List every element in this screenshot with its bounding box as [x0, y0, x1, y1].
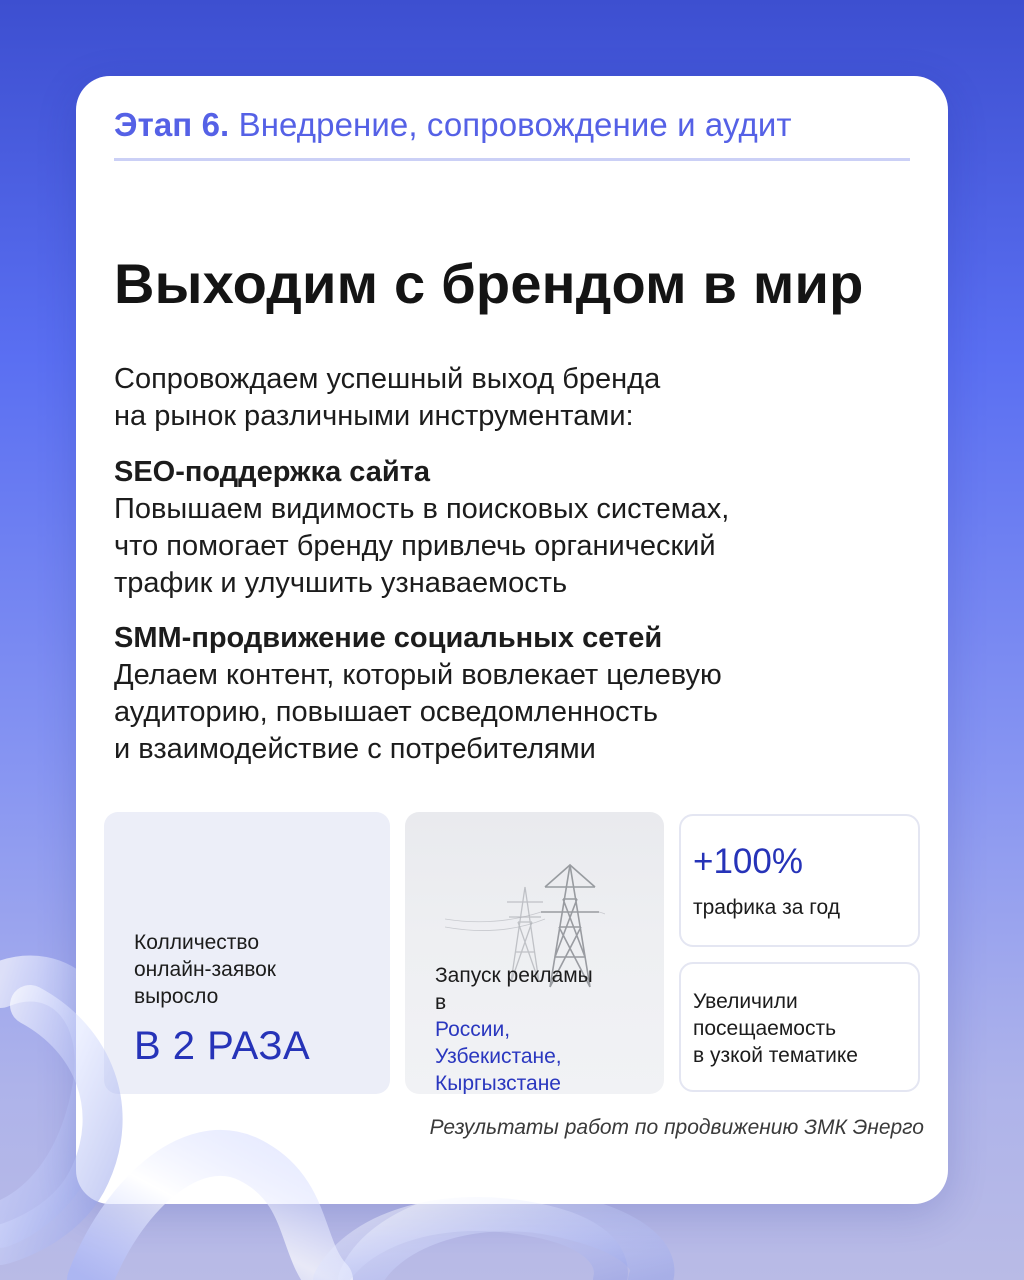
- seo-line: что помогает бренду привлечь органический: [114, 530, 716, 562]
- stat-line: выросло: [134, 985, 219, 1008]
- country-prefix: в: [435, 991, 447, 1014]
- stat-description: [134, 929, 276, 1010]
- smm-title: SMM-продвижение социальных сетей: [114, 622, 663, 654]
- stat-line: Запуск рекламы: [435, 964, 593, 987]
- stat-line: Колличество: [134, 931, 260, 954]
- content-card: [76, 76, 948, 1204]
- stage-heading: [114, 106, 792, 144]
- page-title: Выходим с брендом в мир: [114, 252, 864, 315]
- stat-line: Увеличили: [693, 990, 798, 1013]
- stat-line: онлайн-заявок: [134, 958, 276, 981]
- intro-text: [114, 361, 660, 435]
- intro-line: Сопровождаем успешный выход бренда: [114, 363, 661, 395]
- stat-description: [435, 962, 593, 1094]
- seo-section: [114, 454, 729, 602]
- country-kyrgyzstan: Кыргызстане: [435, 1072, 561, 1094]
- seo-title: SEO-поддержка сайта: [114, 456, 431, 488]
- smm-section: [114, 620, 722, 768]
- stat-card-traffic: [679, 814, 920, 947]
- stat-card-ads: [405, 812, 664, 1094]
- stat-value: В 2 РАЗА: [134, 1024, 311, 1068]
- stage-title: Внедрение, сопровождение и аудит: [238, 106, 792, 143]
- stat-value: +100%: [693, 842, 803, 881]
- smm-line: и взаимодействие с потребителями: [114, 733, 596, 765]
- smm-line: Делаем контент, который вовлекает целевую: [114, 659, 722, 691]
- results-caption: Результаты работ по продвижению ЗМК Энерго: [429, 1116, 924, 1139]
- stat-line: [435, 989, 593, 1043]
- seo-line: Повышаем видимость в поисковых системах,: [114, 493, 730, 525]
- stage-divider: [114, 158, 910, 161]
- stat-description: [693, 988, 858, 1069]
- seo-line: трафик и улучшить узнаваемость: [114, 567, 568, 599]
- country-russia: России,: [435, 1018, 511, 1041]
- stat-card-visits: [679, 962, 920, 1092]
- smm-line: аудиторию, повышает осведомленность: [114, 696, 659, 728]
- country-uzbekistan: Узбекистане,: [435, 1045, 562, 1068]
- stat-line: в узкой тематике: [693, 1044, 858, 1067]
- stage-number: Этап 6.: [114, 106, 230, 143]
- stat-line: посещаемость: [693, 1017, 837, 1040]
- stat-card-applications: [104, 812, 390, 1094]
- intro-line: на рынок различными инструментами:: [114, 400, 634, 432]
- stat-label: трафика за год: [693, 896, 840, 919]
